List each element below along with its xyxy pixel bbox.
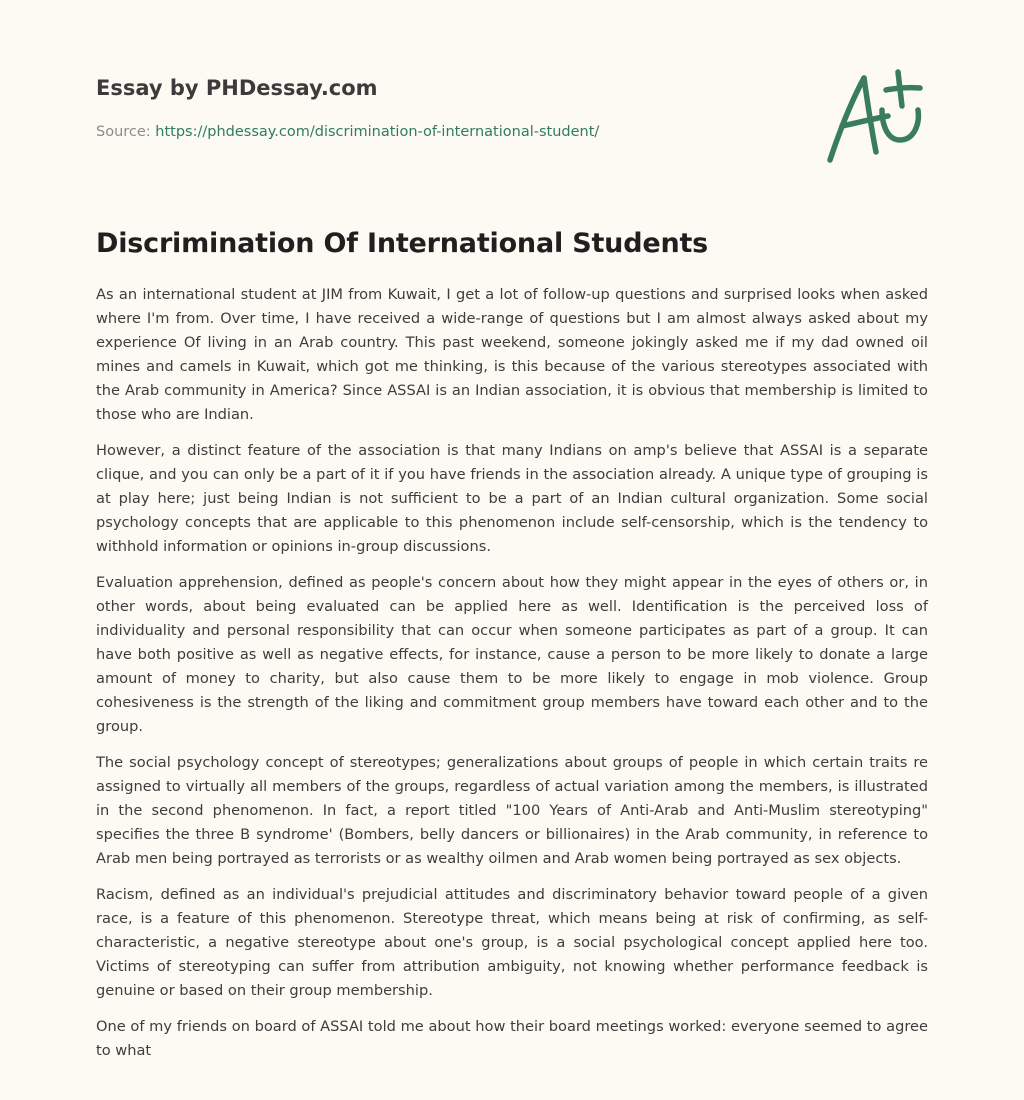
site-title: Essay by PHDessay.com (96, 76, 378, 100)
source-label: Source: (96, 124, 151, 140)
page-header (96, 0, 928, 190)
a-plus-logo-icon (824, 66, 928, 166)
essay-paragraph: The social psychology concept of stereotypes; generalizations about groups of people in which certain traits re assigned to virtually all members of the groups, regardless of actual variation among the members, is illustrated in the second phenomenon. In fact, a report titled "100 Years of Anti-Arab and Anti-Muslim stereotyping" specifies the three B syndrome' (Bombers, belly dancers or billionaires) in the Arab community, in reference to Arab men being portrayed as terrorists or as wealthy oilmen and Arab women being portrayed as sex objects. (96, 754, 928, 867)
essay-paragraph: Racism, defined as an individual's prejudicial attitudes and discriminatory behavior toward people of a given race, is a feature of this phenomenon. Stereotype threat, which means being at risk of confirming, as self-characteristic, a negative stereotype about one's group, is a social psychological concept applied here too. Victims of stereotyping can suffer from attribution ambiguity, not knowing whether performance feedback is genuine or based on their group membership. (96, 886, 928, 999)
essay-paragraph: As an international student at JIM from Kuwait, I get a lot of follow-up questions and surprised looks when asked where I'm from. Over time, I have received a wide-range of questions but I am almost always asked about my experience Of living in an Arab country. This past weekend, someone jokingly asked me if my dad owned oil mines and camels in Kuwait, which got me thinking, is this because of the various stereotypes associated with the Arab community in America? Since ASSAI is an Indian association, it is obvious that membership is limited to those who are Indian. (96, 286, 928, 423)
essay-paragraph: However, a distinct feature of the association is that many Indians on amp's believe that ASSAI is a separate clique, and you can only be a part of it if you have friends in the association already. A unique type of grouping is at play here; just being Indian is not sufficient to be a part of an Indian cultural organization. Some social psychology concepts that are applicable to this phenomenon include self-censorship, which is the tendency to withhold information or opinions in-group discussions. (96, 442, 928, 555)
essay-title: Discrimination Of International Students (96, 228, 709, 259)
essay-paragraph: Evaluation apprehension, defined as people's concern about how they might appear in the eyes of others or, in other words, about being evaluated can be applied here as well. Identification is the perceived loss of individuality and personal responsibility that can occur when someone participates as part of a group. It can have both positive as well as negative effects, for instance, cause a person to be more likely to donate a large amount of money to charity, but also cause them to be more likely to engage in mob violence. Group cohesiveness is the strength of the liking and commitment group members have toward each other and to the group. (96, 574, 928, 735)
essay-paragraph: One of my friends on board of ASSAI told me about how their board meetings worked: everyone seemed to agree to what (96, 1018, 928, 1059)
source-link[interactable]: https://phdessay.com/discrimination-of-international-student/ (155, 124, 600, 140)
source-line (96, 124, 599, 140)
